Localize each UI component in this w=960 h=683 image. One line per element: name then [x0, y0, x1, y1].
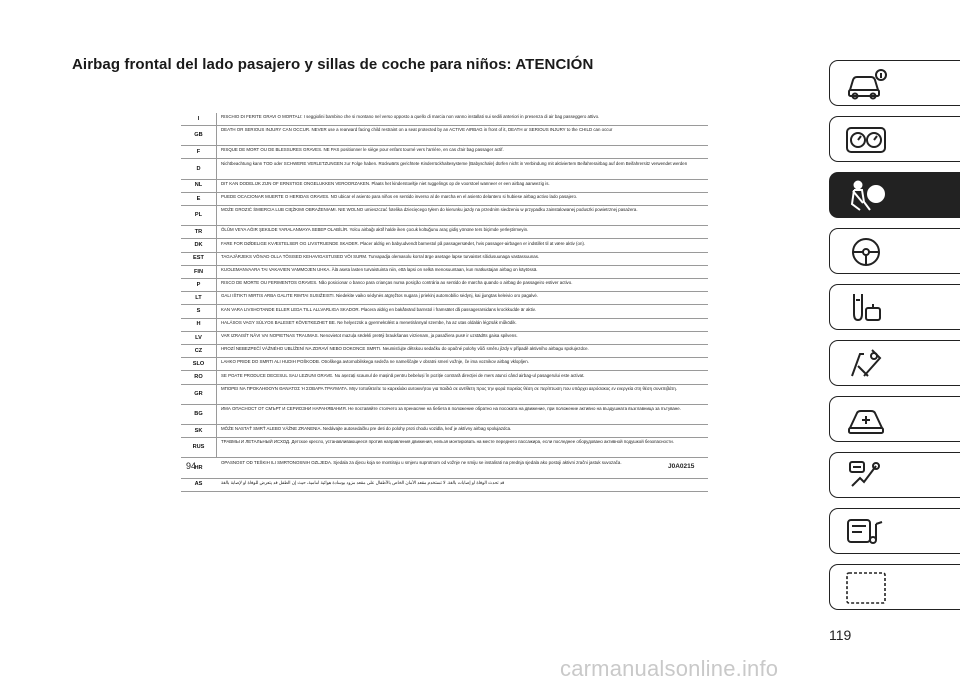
warning-text: HALÁSOS VAGY SÚLYOS BALESET KÖVETKEZHET BE. Ne helyezzük a gyermekülést a menetiránnyal szembe, ha az utas oldalán légzsák működik.: [221, 319, 517, 325]
tab-car-info[interactable]: [829, 60, 960, 106]
warning-text: DEATH OR SERIOUS INJURY CAN OCCUR. NEVER use a rearward facing child restraint on a seat protected by an ACTIVE AIRBAG in front of it, DEATH or SERIOUS INJURY to the CHILD can occur: [221, 127, 613, 133]
label-row: [181, 126, 708, 146]
dashboard-icon: [844, 122, 888, 158]
language-code: FIN: [193, 268, 203, 275]
language-code: S: [196, 308, 201, 315]
label-row: [181, 479, 708, 492]
label-row: [181, 372, 708, 385]
maintenance-icon: [844, 402, 888, 438]
language-code: P: [196, 281, 201, 288]
label-row: [181, 459, 708, 479]
warning-text: GALI IŠTIKTI MIRTIS ARBA GALITE RIMTAI SUSIŽEISTI. Niedekite vaiko sėdynės atgręžtos nugara į priekinį automobilio sėdynį, kai įjungtas keleivio oro pagalvė.: [221, 293, 539, 299]
label-row: [181, 292, 708, 305]
tab-emergency[interactable]: [829, 340, 960, 386]
warning-text: OPASNOST OD TEŠKIH ILI SMRTONOSNIH OZLJEDA. Sjedala za djecu koja se montiraju u smjeru suprotnom od vožnje ne smiju se instalirati na prednja sjedala ako postoji aktivni zračni jastuk suvozača.: [221, 459, 622, 465]
language-code: E: [196, 195, 201, 202]
warning-text: KUOLEMANVAARA TAI VAKAVIEN VAMMOJEN UHKA. Älä aseta lasten turvaistuinta niin, että lapsi on selkä menosuuntaan, kun matkustajan airbag on käytössä.: [221, 267, 538, 272]
warning-text: KAN VARA LIVSHOTANDE ELLER LEDA TILL ALLVARLIGA SKADOR. Placera aldrig en bakåtvänd barnstol i framsätet då passagerarsidans krockkudde är aktiv.: [221, 306, 536, 312]
language-code: PL: [194, 212, 203, 219]
warning-text: RISCHIO DI FERITE GRAVI O MORTALI: I seggiolini bambino che si montano nel verso opposto a quello di marcia non vanno installati sui sedili anteriori in presenza di air bag passeggero attivo.: [221, 114, 600, 119]
warning-text: SE POATE PRODUCE DECESUL SAU LEZIUNI GRAVE. Nu așezați scaunul de mașină pentru bebeluși în poziție contrară direcției de mers atunci când airbag-ul pasagerului este activat.: [221, 372, 585, 378]
label-row: [181, 160, 708, 180]
language-code: SLO: [192, 360, 205, 367]
figure-number: 94: [186, 461, 197, 471]
language-code: GB: [194, 132, 203, 139]
language-code: NL: [194, 182, 203, 189]
label-row: [181, 226, 708, 239]
language-code: DK: [194, 242, 203, 249]
label-row: [181, 266, 708, 279]
warning-text: Nichtbeachtung kann TOD oder SCHWERE VERLETZUNGEN zur Folge haben. Rückwärts gerichtete Kinderrückhaltesysteme (Babyschale) dürfen nicht in Verbindung mit aktiviertem Beifahrerairbag auf dem Beifahrersitz verwendet werden: [221, 160, 688, 166]
warning-text: DIT KAN DODELIJK ZIJN OF ERNSTIGE ONGELUKKEN VEROORZAKEN. Plaats het kinderstoeltje niet ruggelings op de voorstoel wanneer er een airbag aanwezig is.: [221, 180, 550, 186]
language-code: H: [196, 321, 201, 328]
language-code: CZ: [194, 347, 203, 354]
steering-wheel-icon: [844, 234, 888, 270]
warning-text: TAGAJÄRJEKS VÕIVAD OLLA TÕSISED KEHAVIGASTUSED VÕI SURM. Turvapadja olemasolu korral ärge asetage lapse turvaistet sõidusuunaga vastassuunas.: [221, 253, 540, 259]
label-row: [181, 180, 708, 193]
language-code: AS: [194, 481, 203, 488]
warning-text: ÖLÜM VEYA AĞIR ŞEKILDE YARALANMAYA SEBEP OLABİLİR. Yolcu airbağı aktif halde iken çocuk koltuğunu araç gidiş yönüne ters biçimde yerleştirmeyin.: [221, 227, 529, 233]
language-code: BG: [194, 411, 203, 417]
warning-text: HROZÍ NEBEZPEČÍ VÁŽNÉHO UBLÍŽENÍ NA ZDRAVÍ NEBO DOKONCE SMRTI. Neumisťujte dětskou sedačku do opačné polohy vůči směru jízdy v případě aktivního airbagu spolujezdce.: [221, 346, 589, 352]
language-code: I: [197, 115, 200, 122]
label-row: [181, 358, 708, 371]
language-code: TR: [194, 228, 203, 235]
label-row: [181, 240, 708, 253]
language-code: RO: [194, 374, 203, 381]
warning-light-icon: [844, 290, 888, 326]
tab-multimedia[interactable]: [829, 508, 960, 554]
warning-text: MÔŽE NASTAŤ SMRŤ ALEBO VÁŽNE ZRANENIA. Nedávajte autosedačku pre deti do polohy proti chodu vozidla, keď je aktívny airbag spolujazdca.: [221, 426, 512, 432]
car-info-icon: [844, 66, 888, 102]
tab-maintenance[interactable]: [829, 396, 960, 442]
warning-text: FARE FOR DØDELIGE KVÆSTELSER OG LIVSTRUENDE SKADER. Placer aldrig en babyudvendt barnestol på passagersædet, hvis passager-airbagen er indstillet til at være aktiv (on).: [221, 240, 586, 246]
label-row: [181, 279, 708, 292]
airbag-seatbelt-icon: [844, 178, 888, 214]
page-number: 119: [829, 627, 852, 643]
language-code: RUS: [192, 444, 205, 451]
page-title: Airbag frontal del lado pasajero y sillas de coche para niños: ATENCIÓN: [72, 56, 594, 73]
label-row: [181, 206, 708, 226]
language-code: GR: [194, 390, 203, 397]
label-row: [181, 405, 708, 425]
emergency-triangle-icon: [844, 346, 888, 382]
label-row: [181, 438, 708, 458]
label-row: [181, 345, 708, 358]
tab-index[interactable]: [829, 564, 960, 610]
warning-text: قد تحدث الوفاة أو إصابات بالغة. لا تستخدم مقعد الأمان الخاص بالأطفال على مقعد مزود بوسادة هوائية أمامية، حيث إن الطفل قد يتعرض للوفاة أو لإصابة بالغة: [221, 479, 505, 485]
warning-text: ΜΠΟΡΕΙ ΝΑ ΠΡΟΚΛΗΘΟΥΝ ΘΑΝΑΤΟΣ Ή ΣΟΒΑΡΑ ΤΡΑΥΜΑΤΑ. Μην τοποθετείτε το καρεκλάκι αυτοκινήτου για παιδιά σε αντίθετη προς την φορά πορείας θέση σε περίπτωση που υπάρχει αερόσακος εν ενεργεία στη θέση συνεπιβάτη.: [221, 385, 677, 391]
warning-text: PUEDE OCACIONAR MUERTE O HERIDAS GRAVES. NO ubicar el asiento para niños en sentido inverso al de marcha en el asiento delantero si hubiese airbag activo lado pasajero.: [221, 194, 578, 199]
watermark: carmanualsonline.info: [560, 656, 779, 681]
label-row: [181, 332, 708, 345]
language-code: HR: [194, 464, 203, 471]
tab-technical-data[interactable]: [829, 452, 960, 498]
multimedia-icon: [844, 514, 888, 550]
figure-code: J0A0215: [668, 463, 695, 470]
language-code: EST: [193, 255, 204, 262]
language-code: LT: [195, 294, 202, 301]
warning-text: MOŻE GROZIĆ ŚMIERCIA LUB CIĘŻKIMI OBRAŻENIAMI. NIE WOLNO umieszczać fotelika dziecięcego tyłem do kierunku jazdy na przednim siedzeniu w przypadku zainstalowanej poduszki powietrznej pasażera.: [221, 207, 638, 213]
label-row: [181, 193, 708, 206]
label-row: [181, 113, 708, 126]
technical-data-icon: [844, 458, 888, 494]
tab-dashboard[interactable]: [829, 116, 960, 162]
label-row: [181, 319, 708, 332]
tab-safety[interactable]: [829, 172, 960, 218]
warning-text: VAR IZRAISĪT NĀVI VAI NOPIETNAS TRAUMAS. Nenovietot mazuļa sēdekli pretēji braukšanas virzienam, ja pasažiera pusē ir uzstādīts gaisa spilvens.: [221, 333, 518, 338]
language-code: SK: [194, 427, 203, 434]
warning-text: LAHKO PRIDE DO SMRTI ALI HUDIH POŠKODB. Otroškega avtomobilskega sedeža ne nameščajte v obratni smeri vožnje, če ima voznikov airbag vklopljen.: [221, 359, 529, 365]
language-code: F: [196, 148, 201, 155]
label-row: [181, 425, 708, 438]
tab-warning-lights[interactable]: [829, 284, 960, 330]
tab-starting-driving[interactable]: [829, 228, 960, 274]
label-row: [181, 253, 708, 266]
label-row: [181, 306, 708, 319]
label-row: [181, 385, 708, 405]
warning-text: RISCO DE MORTE OU FERIMENTOS GRAVES. Não posicionar o banco para crianças numa posição contrária ao sentido de marcha quando o airbag de passageiro estiver activo.: [221, 280, 573, 286]
language-code: LV: [195, 334, 202, 341]
warning-text: ТРАВМЫ И ЛЕТАЛЬНЫЙ ИСХОД. Детское кресло, устанавливающееся против направления движения, нельзя монтировать на месте переднего пассажира, если последнее оборудовано активной подушкой безопасности.: [221, 439, 674, 445]
index-icon: [844, 570, 888, 606]
warning-text: RISQUE DE MORT OU DE BLESSURES GRAVES. NE PAS positionner le siège pour enfant tourné vers l'arrière, en cas d'air bag passager actif.: [221, 147, 504, 153]
label-row: [181, 146, 708, 159]
language-code: D: [196, 165, 201, 172]
warning-text: ИМА ОПАСНОСТ ОТ СМЪРТ И СЕРИОЗНИ НАРАНЯВАНИЯ. Не поставяйте столчето за пренасяне на бебета в положение обратно на посоката на движение, при положение активно на въздушната възглавница за пътуване.: [221, 406, 681, 411]
